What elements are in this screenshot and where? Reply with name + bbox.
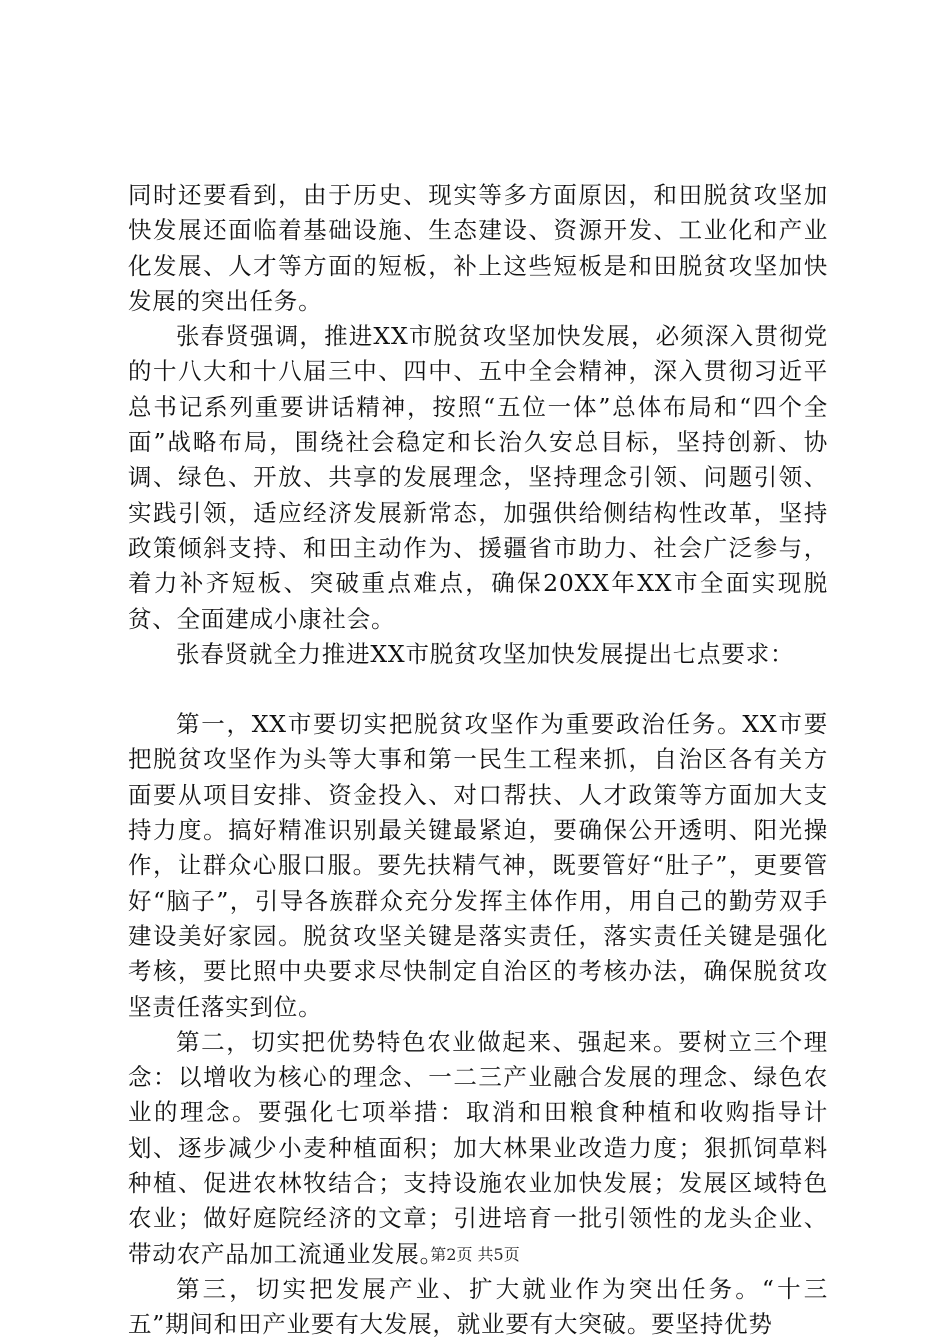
page-number-footer: 第2页 共5页 [430, 1245, 520, 1264]
document-body [128, 178, 828, 1343]
paragraph-continuation: 同时还要看到，由于历史、现实等多方面原因，和田脱贫攻坚加快发展还面临着基础设施、生态建设、资源开发、工业化和产业化发展、人才等方面的短板，补上这些短板是和田脱贫攻坚加快发展的突出任务。 [128, 181, 828, 315]
paragraph-requirement-1: 第一，XX市要切实把脱贫攻坚作为重要政治任务。XX市要把脱贫攻坚作为头等大事和第一民生工程来抓，自治区各有关方面要从项目安排、资金投入、对口帮扶、人才政策等方面加大支持力度。搞好精准识别最关键最紧迫，要确保公开透明、阳光操作，让群众心服口服。要先扶精气神，既要管好“肚子”，更要管好“脑子”，引导各族群众充分发挥主体作用，用自己的勤劳双手建设美好家园。脱贫攻坚关键是落实责任，落实责任关键是强化考核，要比照中央要求尽快制定自治区的考核办法，确保脱贫攻坚责任落实到位。 [128, 710, 828, 1021]
paragraph-requirements-intro: 张春贤就全力推进XX市脱贫攻坚加快发展提出七点要求： [176, 639, 795, 668]
paragraph-requirement-2: 第二，切实把优势特色农业做起来、强起来。要树立三个理念：以增收为核心的理念、一二三产业融合发展的理念、绿色农业的理念。要强化七项举措：取消和田粮食种植和收购指导计划、逐步减少小麦种植面积；加大林果业改造力度；狠抓饲草料种植、促进农林牧结合；支持设施农业加快发展；发展区域特色农业；做好庭院经济的文章；引进培育一批引领性的龙头企业、带动农产品加工流通业发展。 [128, 1027, 828, 1268]
paragraph-requirement-3: 第三，切实把发展产业、扩大就业作为突出任务。“十三五”期间和田产业要有大发展，就业要有大突破。要坚持优势 [128, 1274, 828, 1339]
paragraph-emphasis: 张春贤强调，推进XX市脱贫攻坚加快发展，必须深入贯彻党的十八大和十八届三中、四中、五中全会精神，深入贯彻习近平总书记系列重要讲话精神，按照“五位一体”总体布局和“四个全面”战略布局，围绕社会稳定和长治久安总目标，坚持创新、协调、绿色、开放、共享的发展理念，坚持理念引领、问题引领、实践引领，适应经济发展新常态，加强供给侧结构性改革，坚持政策倾斜支持、和田主动作为、援疆省市助力、社会广泛参与，着力补齐短板、突破重点难点，确保20XX年XX市全面实现脱贫、全面建成小康社会。 [128, 322, 828, 633]
